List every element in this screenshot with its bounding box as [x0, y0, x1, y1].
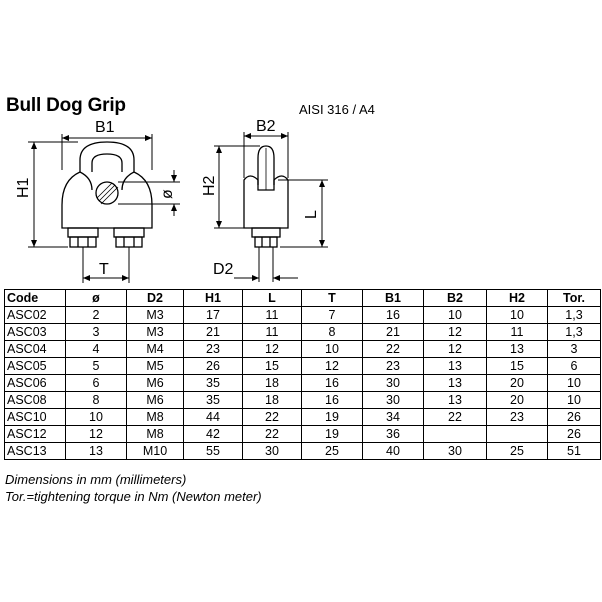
table-row	[5, 409, 601, 426]
table-cell	[424, 426, 487, 443]
table-cell: M6	[127, 392, 184, 409]
table-cell: 8	[302, 324, 363, 341]
column-header: H1	[184, 290, 243, 307]
technical-drawing	[0, 110, 602, 288]
table-cell: 11	[487, 324, 548, 341]
b1-label: B1	[95, 119, 115, 136]
column-header: B1	[363, 290, 424, 307]
table-cell: 22	[243, 426, 302, 443]
table-cell: 26	[184, 358, 243, 375]
table-cell: 12	[302, 358, 363, 375]
table-cell: ASC02	[5, 307, 66, 324]
table-cell: M10	[127, 443, 184, 460]
column-header: L	[243, 290, 302, 307]
h2-label: H2	[201, 175, 218, 196]
table-cell: 2	[66, 307, 127, 324]
column-header: T	[302, 290, 363, 307]
table-cell: 44	[184, 409, 243, 426]
table-cell: 13	[424, 375, 487, 392]
column-header: B2	[424, 290, 487, 307]
table-cell: 8	[66, 392, 127, 409]
b2-label: B2	[256, 118, 276, 135]
table-row	[5, 443, 601, 460]
table-cell: 20	[487, 375, 548, 392]
l-label: L	[303, 210, 320, 219]
table-row	[5, 341, 601, 358]
table-cell: 4	[66, 341, 127, 358]
table-cell: 23	[184, 341, 243, 358]
table-cell: 3	[548, 341, 601, 358]
table-cell: M5	[127, 358, 184, 375]
table-cell: M3	[127, 324, 184, 341]
table-cell: 16	[363, 307, 424, 324]
table-row	[5, 426, 601, 443]
table-cell: 12	[243, 341, 302, 358]
table-cell: M3	[127, 307, 184, 324]
table-cell: 1,3	[548, 307, 601, 324]
table-cell: 26	[548, 409, 601, 426]
table-header-row	[5, 290, 601, 307]
table-row	[5, 375, 601, 392]
dimensions-note: Dimensions in mm (millimeters)	[5, 472, 187, 487]
table-cell: 15	[487, 358, 548, 375]
table-cell: ASC08	[5, 392, 66, 409]
table-cell: M8	[127, 409, 184, 426]
table-cell: M8	[127, 426, 184, 443]
table-cell: 13	[66, 443, 127, 460]
table-cell: 23	[363, 358, 424, 375]
table-cell: 35	[184, 375, 243, 392]
torque-note: Tor.=tightening torque in Nm (Newton meter)	[5, 489, 262, 504]
material-label: AISI 316 / A4	[299, 102, 375, 117]
table-cell: ASC13	[5, 443, 66, 460]
table-row	[5, 307, 601, 324]
column-header: D2	[127, 290, 184, 307]
table-cell: 10	[548, 375, 601, 392]
table-cell: 51	[548, 443, 601, 460]
table-cell: 6	[66, 375, 127, 392]
table-cell: 35	[184, 392, 243, 409]
table-cell: 34	[363, 409, 424, 426]
table-cell: 12	[424, 324, 487, 341]
table-cell: 22	[363, 341, 424, 358]
table-cell: 18	[243, 392, 302, 409]
table-cell: ASC04	[5, 341, 66, 358]
table-body	[5, 307, 601, 460]
table-cell: 23	[487, 409, 548, 426]
h1-label: H1	[15, 177, 32, 198]
table-cell: 30	[363, 375, 424, 392]
table-cell: 20	[487, 392, 548, 409]
table-cell: 12	[66, 426, 127, 443]
table-cell	[487, 426, 548, 443]
table-cell: 7	[302, 307, 363, 324]
table-cell: M4	[127, 341, 184, 358]
table-cell: 22	[243, 409, 302, 426]
table-row	[5, 324, 601, 341]
table-cell: 10	[487, 307, 548, 324]
table-cell: 21	[184, 324, 243, 341]
table-cell: 15	[243, 358, 302, 375]
table-cell: 6	[548, 358, 601, 375]
column-header: ø	[66, 290, 127, 307]
column-header: Code	[5, 290, 66, 307]
table-cell: 10	[548, 392, 601, 409]
table-cell: 13	[487, 341, 548, 358]
table-cell: ASC12	[5, 426, 66, 443]
table-row	[5, 392, 601, 409]
column-header: H2	[487, 290, 548, 307]
table-cell: 10	[66, 409, 127, 426]
table-cell: 30	[243, 443, 302, 460]
table-row	[5, 358, 601, 375]
table-cell: 18	[243, 375, 302, 392]
table-cell: 16	[302, 375, 363, 392]
table-cell: 40	[363, 443, 424, 460]
table-cell: ASC06	[5, 375, 66, 392]
table-cell: 11	[243, 324, 302, 341]
table-cell: 10	[302, 341, 363, 358]
table-cell: 30	[424, 443, 487, 460]
table-cell: 25	[302, 443, 363, 460]
t-label: T	[99, 261, 109, 278]
side-view	[244, 146, 288, 247]
table-cell: 5	[66, 358, 127, 375]
table-cell: 55	[184, 443, 243, 460]
table-cell: 13	[424, 392, 487, 409]
table-cell: 11	[243, 307, 302, 324]
table-cell: 12	[424, 341, 487, 358]
table-cell: 13	[424, 358, 487, 375]
specifications-table	[4, 289, 601, 460]
table-cell: ASC10	[5, 409, 66, 426]
table-cell: 19	[302, 409, 363, 426]
table-cell: 42	[184, 426, 243, 443]
table-cell: 30	[363, 392, 424, 409]
diameter-label: ø	[159, 189, 176, 199]
table-cell: 3	[66, 324, 127, 341]
table-cell: ASC05	[5, 358, 66, 375]
table-cell: 25	[487, 443, 548, 460]
table-cell: 19	[302, 426, 363, 443]
table-cell: 1,3	[548, 324, 601, 341]
table-cell: 17	[184, 307, 243, 324]
table-cell: 10	[424, 307, 487, 324]
table-cell: 22	[424, 409, 487, 426]
page-title: Bull Dog Grip	[6, 95, 126, 116]
table-cell: 21	[363, 324, 424, 341]
column-header: Tor.	[548, 290, 601, 307]
table-cell: 36	[363, 426, 424, 443]
d2-label: D2	[213, 261, 234, 278]
table-cell: M6	[127, 375, 184, 392]
table-cell: ASC03	[5, 324, 66, 341]
table-cell: 26	[548, 426, 601, 443]
front-view	[62, 142, 152, 247]
table-cell: 16	[302, 392, 363, 409]
